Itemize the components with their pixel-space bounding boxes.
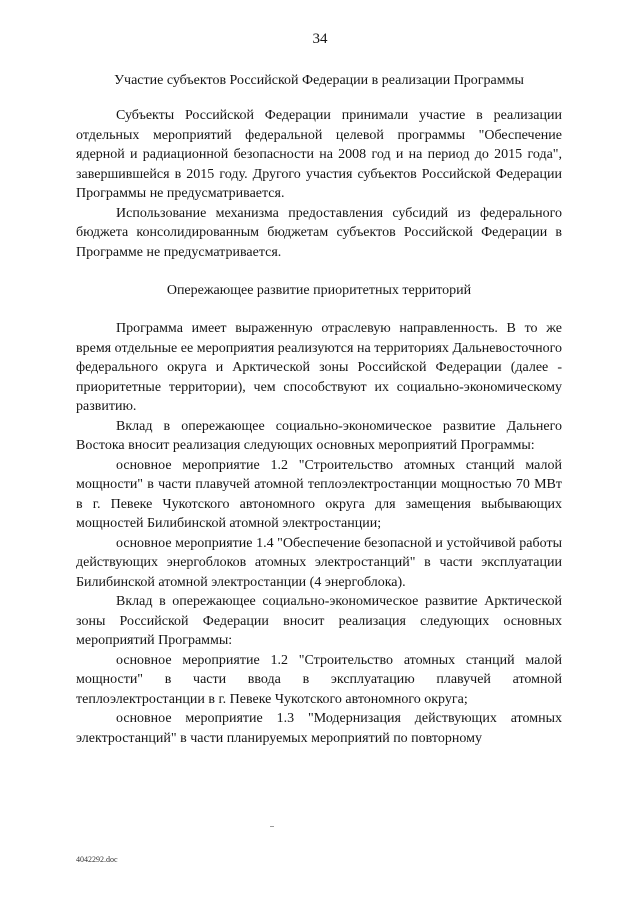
list-item: основное мероприятие 1.4 "Обеспечение безопасной и устойчивой работы действующих энергоблоков атомных электростанций" в части эксплуатации Билибинской атомной электростанции (4 энергоблока). (76, 535, 562, 590)
list-item: основное мероприятие 1.2 "Строительство атомных станций малой мощности" в части плавучей атомной теплоэлектростанции мощностью 70 МВт в г. Певеке Чукотского автономного округа для замещения выбывающих мощностей Билибинской атомной электростанции; (76, 457, 562, 531)
section-heading-priority-territories: Опережающее развитие приоритетных территорий (166, 283, 472, 298)
paragraph: Субъекты Российской Федерации принимали участие в реализации отдельных мероприятий федеральной целевой программы "Обеспечение ядерной и радиационной безопасности на 2008 год и на период до 2015 года", завершившейся в 2015 году. Другого участия субъектов Российской Федерации Программы не предусматривается. (76, 108, 562, 201)
paragraph: Использование механизма предоставления субсидий из федерального бюджета консолидированным бюджетам субъектов Российской Федерации в Программе не предусматривается. (76, 205, 562, 260)
list-item: основное мероприятие 1.2 "Строительство атомных станций малой мощности" в части ввода в эксплуатацию плавучей атомной теплоэлектростанции в г. Певеке Чукотского автономного округа; (76, 652, 562, 707)
footer-filename: 4042292.doc (76, 855, 118, 864)
section-heading-regions-participation: Участие субъектов Российской Федерации в реализации Программы (114, 73, 524, 88)
page-mark (270, 826, 274, 827)
paragraph: Программа имеет выраженную отраслевую направленность. В то же время отдельные ее мероприятия реализуются на территориях Дальневосточного федерального округа и Арктической зоны Российской Федерации (далее - приоритетные территории), чем способствуют их социально-экономическому развитию. (76, 321, 562, 414)
paragraph: Вклад в опережающее социально-экономическое развитие Арктической зоны Российской Федерации вносит реализация следующих основных мероприятий Программы: (76, 594, 562, 648)
document-body (76, 68, 562, 748)
page-number: 34 (312, 31, 328, 47)
list-item: основное мероприятие 1.3 "Модернизация действующих атомных электростанций" в части планируемых мероприятий по повторному (76, 711, 562, 746)
paragraph: Вклад в опережающее социально-экономическое развитие Дальнего Востока вносит реализация следующих основных мероприятий Программы: (76, 418, 562, 453)
